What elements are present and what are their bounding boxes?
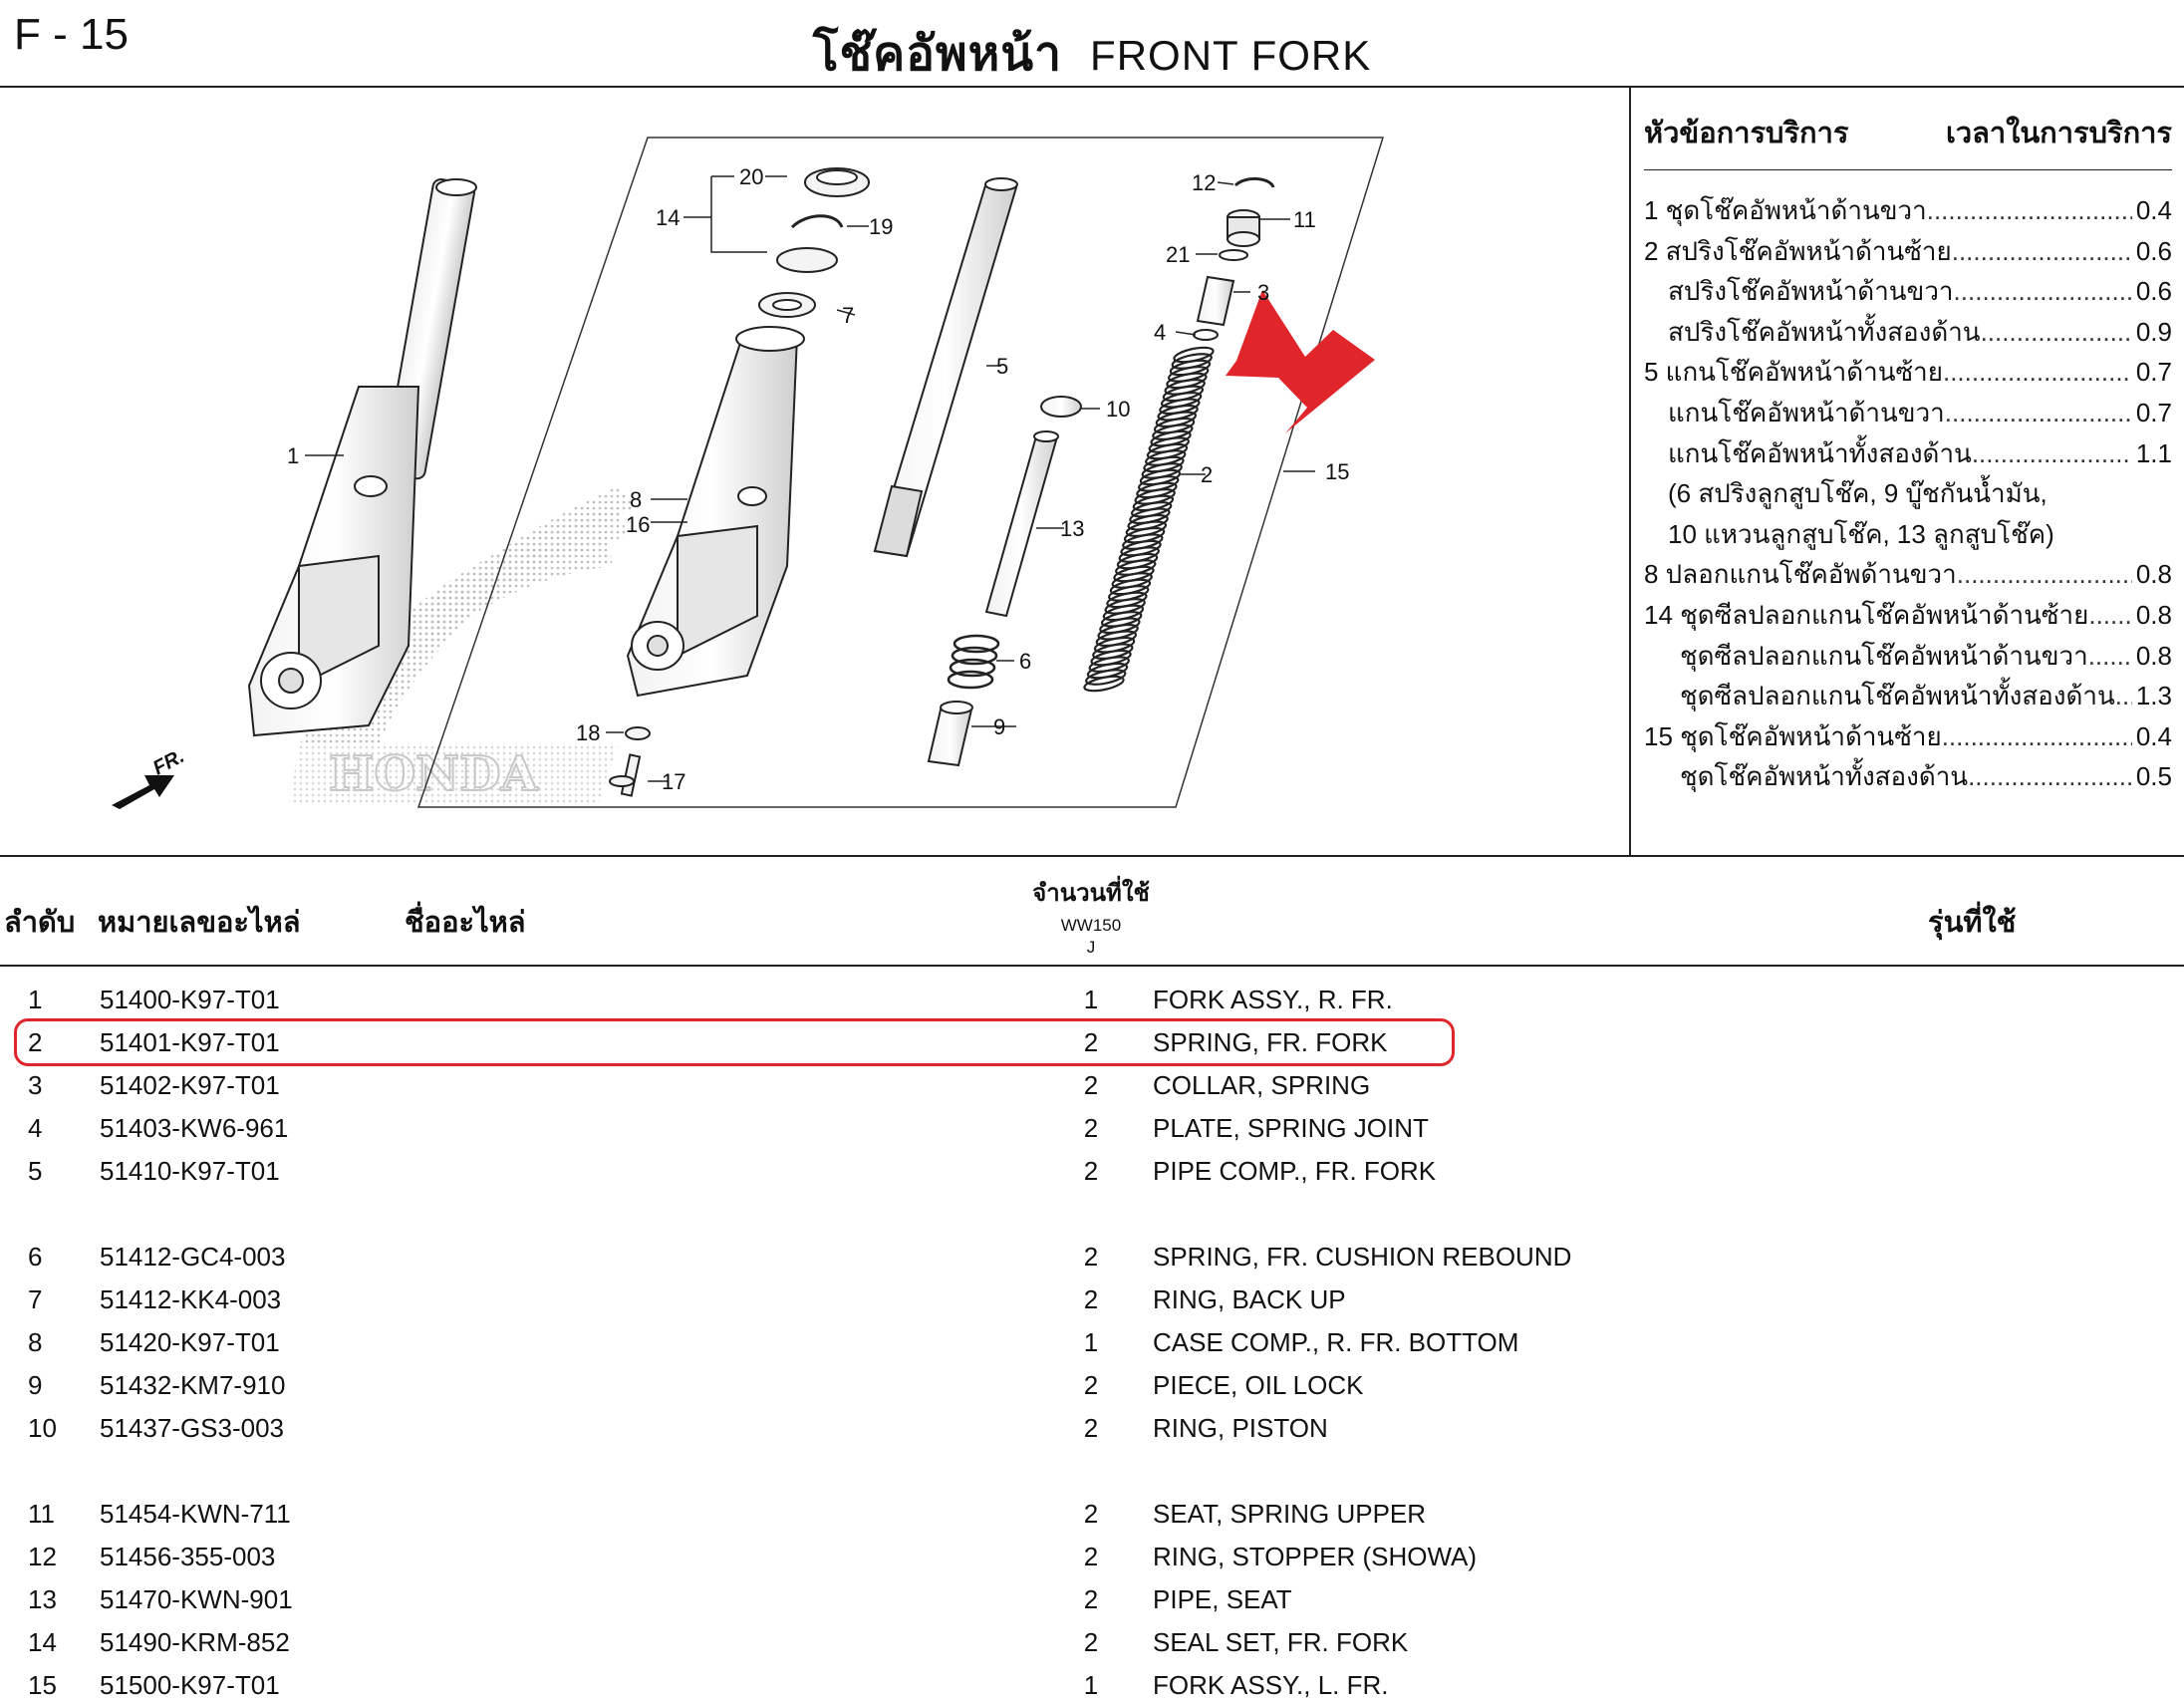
part-number: 51470-KWN-901 (100, 1584, 293, 1614)
part-name-english: SPRING, FR. CUSHION REBOUND (1153, 1242, 1572, 1272)
part-quantity: 1 (1083, 1670, 1099, 1700)
qty-model: WW150 (1060, 916, 1122, 935)
table-header-rule (0, 965, 2184, 967)
table-row (0, 1070, 1694, 1113)
front-direction-arrow (112, 745, 188, 809)
part-name-english: SEAL SET, FR. FORK (1153, 1627, 1409, 1657)
part-quantity: 2 (1083, 1113, 1099, 1143)
part-quantity: 2 (1083, 1242, 1099, 1272)
fr-label: FR. (149, 744, 188, 780)
table-row (0, 1284, 1694, 1327)
main-spring (1083, 345, 1215, 694)
service-note: (6 สปริงลูกสูบโช๊ค, 9 บู๊ชกันน้ำมัน, (1668, 478, 2048, 509)
table-row (0, 1670, 1694, 1702)
part-quantity: 1 (1083, 985, 1099, 1014)
page-title (0, 16, 2184, 92)
col-header-used-in: รุ่นที่ใช้ (1928, 907, 2017, 939)
part-quantity: 2 (1083, 1584, 1099, 1614)
part-quantity: 2 (1083, 1542, 1099, 1571)
callout-10: 10 (1106, 397, 1131, 422)
part-number: 51456-355-003 (100, 1542, 276, 1571)
part-quantity: 2 (1083, 1627, 1099, 1657)
service-row: ชุดซีลปลอกแกนโช๊คอัพหน้าทั้งสองด้าน ..... 1.3 (1644, 676, 2172, 716)
part-name-english: RING, PISTON (1153, 1413, 1328, 1443)
page-title-thai: โช๊คอัพหน้า (812, 28, 1063, 81)
part-number: 51410-K97-T01 (100, 1156, 280, 1186)
rebound-spring (949, 636, 998, 688)
callout-2: 2 (1201, 462, 1214, 487)
part-number: 51402-K97-T01 (100, 1070, 280, 1100)
service-row: 2 สปริงโช๊คอัพหน้าด้านซ้าย ..... 0.6 (1644, 231, 2172, 272)
part-name-english: COLLAR, SPRING (1153, 1070, 1371, 1100)
service-row: ชุดโช๊คอัพหน้าทั้งสองด้าน ..... 0.5 (1644, 756, 2172, 797)
callout-12: 12 (1192, 170, 1217, 195)
callout-3: 3 (1257, 280, 1270, 305)
service-note: 10 แหวนลูกสูบโช๊ค, 13 ลูกสูบโช๊ค) (1668, 518, 2054, 549)
page-code: F - 15 (14, 10, 129, 59)
service-row: 5 แกนโช๊คอัพหน้าด้านซ้าย ..... 0.7 (1644, 352, 2172, 393)
part-name-english: PIPE COMP., FR. FORK (1153, 1156, 1437, 1186)
table-row (0, 1156, 1694, 1199)
row-number: 3 (28, 1070, 43, 1100)
service-row: สปริงโช๊คอัพหน้าด้านขวา ..... 0.6 (1644, 271, 2172, 312)
part-number: 51432-KM7-910 (100, 1370, 286, 1400)
callout-16: 16 (626, 512, 651, 537)
panel-divider (1629, 88, 1631, 855)
callout-20: 20 (739, 164, 764, 189)
part-number: 51401-K97-T01 (100, 1027, 280, 1057)
col-header-quantity (1026, 873, 1156, 958)
service-row: สปริงโช๊คอัพหน้าทั้งสองด้าน ..... 0.9 (1644, 312, 2172, 353)
row-number: 14 (28, 1627, 57, 1657)
part-quantity: 2 (1083, 1413, 1099, 1443)
service-row: ชุดซีลปลอกแกนโช๊คอัพหน้าด้านขวา ..... 0.8 (1644, 636, 2172, 677)
col-header-part-name: ชื่ออะไหล่ (405, 907, 526, 939)
callout-8: 8 (630, 487, 643, 512)
exploded-diagram (0, 88, 1629, 855)
callout-21: 21 (1166, 242, 1191, 267)
part-number: 51412-GC4-003 (100, 1242, 286, 1272)
part-number: 51412-KK4-003 (100, 1284, 282, 1314)
part-number: 51500-K97-T01 (100, 1670, 280, 1700)
table-row (0, 1584, 1694, 1627)
col-header-part-number: หมายเลขอะไหล่ (98, 907, 301, 939)
part-name-english: SEAT, SPRING UPPER (1153, 1499, 1427, 1529)
part-name-english: PIECE, OIL LOCK (1153, 1370, 1364, 1400)
qty-heading: จำนวนที่ใช้ (1032, 880, 1150, 907)
service-row: 14 ชุดซีลปลอกแกนโช๊คอัพหน้าด้านซ้าย ..... 0.8 (1644, 595, 2172, 636)
page-title-english: FRONT FORK (1090, 32, 1372, 79)
part-quantity: 2 (1083, 1070, 1099, 1100)
part-quantity: 1 (1083, 1327, 1099, 1357)
diagram-svg (0, 88, 1629, 855)
part-number: 51490-KRM-852 (100, 1627, 290, 1657)
part-name-english: CASE COMP., R. FR. BOTTOM (1153, 1327, 1519, 1357)
service-row: แกนโช๊คอัพหน้าทั้งสองด้าน ..... 1.1 (1644, 433, 2172, 474)
row-number: 2 (28, 1027, 43, 1057)
seal-parts (759, 168, 869, 317)
table-row (0, 1542, 1694, 1584)
part-number: 51403-KW6-961 (100, 1113, 289, 1143)
table-row (0, 1327, 1694, 1370)
table-row (0, 985, 1694, 1027)
row-number: 11 (28, 1499, 55, 1529)
row-number: 5 (28, 1156, 43, 1186)
bottom-bolt (610, 727, 650, 796)
callout-5: 5 (996, 354, 1009, 379)
row-number: 4 (28, 1113, 43, 1143)
callout-13: 13 (1060, 516, 1085, 541)
table-row (0, 1027, 1694, 1070)
part-name-english: RING, STOPPER (SHOWA) (1153, 1542, 1478, 1571)
part-name-english: FORK ASSY., R. FR. (1153, 985, 1393, 1014)
table-row (0, 1413, 1694, 1456)
part-name-english: RING, BACK UP (1153, 1284, 1346, 1314)
callout-4: 4 (1154, 320, 1167, 345)
part-name-english: PIPE, SEAT (1153, 1584, 1292, 1614)
service-topic-heading: หัวข้อการบริการ (1644, 118, 1849, 149)
table-row (0, 1627, 1694, 1670)
table-row (0, 1113, 1694, 1156)
part-number: 51454-KWN-711 (100, 1499, 291, 1529)
diagram-bottom-rule (0, 855, 2184, 857)
part-quantity: 2 (1083, 1499, 1099, 1529)
fork-case-left (628, 327, 804, 696)
col-header-no: ลำดับ (4, 907, 76, 939)
part-number: 51437-GS3-003 (100, 1413, 285, 1443)
service-header-rule (1644, 169, 2172, 170)
row-number: 9 (28, 1370, 43, 1400)
part-quantity: 2 (1083, 1370, 1099, 1400)
row-number: 13 (28, 1584, 57, 1614)
row-number: 15 (28, 1670, 57, 1700)
oil-lock-piece (929, 702, 972, 765)
part-number: 51400-K97-T01 (100, 985, 280, 1014)
part-quantity: 2 (1083, 1156, 1099, 1186)
table-row (0, 1499, 1694, 1542)
service-row: 8 ปลอกแกนโช๊คอัพด้านขวา ..... 0.8 (1644, 554, 2172, 595)
row-number: 10 (28, 1413, 57, 1443)
red-pointer-arrow (1226, 290, 1375, 433)
callout-7: 7 (842, 303, 855, 328)
service-row: 1 ชุดโช๊คอัพหน้าด้านขวา ..... 0.4 (1644, 190, 2172, 231)
callout-1: 1 (287, 443, 300, 468)
part-quantity: 2 (1083, 1284, 1099, 1314)
callout-11: 11 (1293, 207, 1316, 232)
row-number: 6 (28, 1242, 43, 1272)
callout-19: 19 (869, 214, 894, 239)
part-name-english: SPRING, FR. FORK (1153, 1027, 1388, 1057)
table-row (0, 1370, 1694, 1413)
service-row: แกนโช๊คอัพหน้าด้านขวา ..... 0.7 (1644, 393, 2172, 433)
table-row (0, 1242, 1694, 1284)
callout-6: 6 (1019, 649, 1032, 674)
fork-assembly-right (249, 178, 476, 735)
part-name-english: PLATE, SPRING JOINT (1153, 1113, 1429, 1143)
part-number: 51420-K97-T01 (100, 1327, 280, 1357)
row-number: 1 (28, 985, 43, 1014)
row-number: 7 (28, 1284, 43, 1314)
callout-18: 18 (576, 720, 601, 745)
service-panel-header (1644, 110, 2172, 159)
service-time-panel (1644, 110, 2172, 797)
qty-type: J (1086, 938, 1096, 957)
callout-14: 14 (656, 205, 681, 230)
callout-9: 9 (993, 714, 1006, 739)
part-name-english: FORK ASSY., L. FR. (1153, 1670, 1389, 1700)
service-row: 15 ชุดโช๊คอัพหน้าด้านซ้าย ..... 0.4 (1644, 716, 2172, 757)
part-quantity: 2 (1083, 1027, 1099, 1057)
honda-watermark-text: HONDA (329, 746, 538, 802)
row-number: 8 (28, 1327, 43, 1357)
callout-15: 15 (1325, 459, 1350, 484)
callout-17: 17 (662, 769, 686, 794)
piston-parts (986, 397, 1081, 616)
row-number: 12 (28, 1542, 57, 1571)
service-time-heading: เวลาในการบริการ (1945, 118, 2172, 149)
